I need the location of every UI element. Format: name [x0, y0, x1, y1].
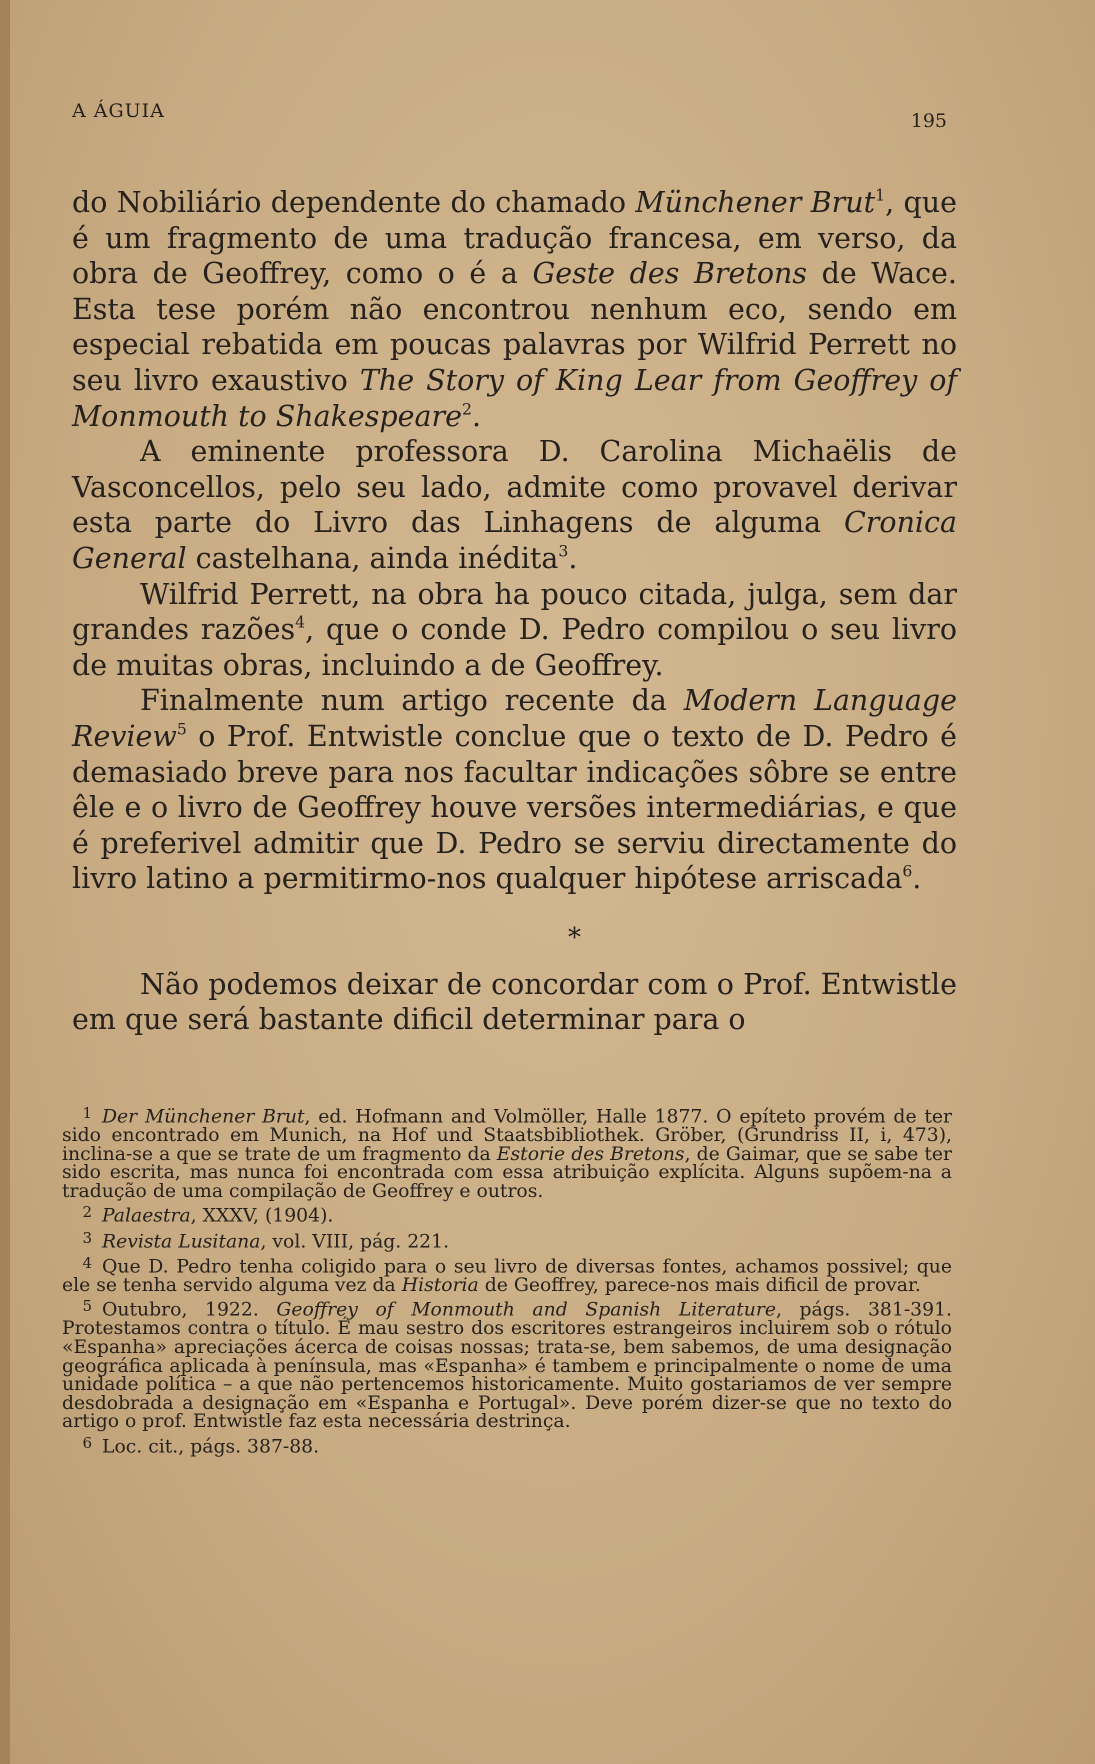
paragraph-3 — [72, 577, 957, 684]
text-run: Que D. Pedro tenha coligido para o seu livro de diversas fontes, achamos possivel; que ele se tenha servido alguma vez da — [62, 1256, 952, 1296]
italic-title: Revista Lusitana — [102, 1231, 261, 1253]
footnote-ref-5: 5 — [176, 719, 187, 739]
text-run: . — [471, 399, 482, 433]
page-header — [72, 100, 945, 134]
text-run: , que o conde D. Pedro compilou o seu livro de muitas obras, incluindo a de Geoffrey. — [72, 613, 957, 682]
main-text — [72, 185, 957, 1038]
italic-title: Palaestra — [102, 1205, 191, 1227]
footnote-number: 2 — [82, 1203, 92, 1222]
text-run: Finalmente num artigo recente da — [140, 684, 684, 718]
footnote-ref-2: 2 — [462, 398, 472, 418]
footnote-ref-6: 6 — [902, 861, 913, 881]
italic-title: Modern Language Review — [72, 684, 957, 753]
text-run: Outubro, 1922. — [102, 1299, 277, 1321]
paragraph-2 — [72, 434, 957, 576]
text-run: , ed. Hofmann and Volmöller, Halle 1877. O epíteto provém de ter sido encontrado em Munich, na Hof und Staatsbibliothek. Gröber, (Grundriss II, i, 473), inclina-se a que se trate de um fragmento da — [62, 1106, 953, 1165]
footnotes — [62, 1104, 952, 1459]
text-run: . — [912, 862, 922, 896]
text-run: , que é um fragmento de uma tradução francesa, em verso, da obra de Geoffrey, como o é a — [72, 186, 957, 291]
text-run: , XXXV, (1904). — [190, 1205, 334, 1227]
italic-title: Der Münchener Brut — [102, 1106, 305, 1128]
paragraph-5 — [72, 967, 957, 1038]
text-run: , vol. VIII, pág. 221. — [260, 1231, 450, 1253]
italic-title: Geoffrey of Monmouth and Spanish Literature — [276, 1299, 776, 1321]
italic-title: The Story of King Lear from Geoffrey of Monmouth to Shakespeare — [72, 363, 957, 433]
italic-title: Geste des Bretons — [532, 257, 807, 291]
footnote-number: 5 — [82, 1297, 92, 1316]
text-run: . — [568, 541, 578, 575]
footnote-number: 3 — [82, 1228, 92, 1247]
text-run: A eminente professora D. Carolina Michaëlis de Vasconcellos, pelo seu lado, admite como provavel derivar esta parte do Livro das Linhagens de alguma — [72, 435, 957, 540]
text-run: do Nobiliário dependente do chamado — [72, 186, 636, 219]
footnote-3 — [62, 1229, 952, 1252]
footnote-2 — [62, 1203, 952, 1226]
running-head: A ÁGUIA — [72, 100, 165, 122]
paragraph-1 — [72, 185, 957, 434]
text-run: o Prof. Entwistle conclue que o texto de D. Pedro é demasiado breve para nos facultar indicações sôbre se entre êle e o livro de Geoffrey houve versões intermediárias, e que é preferivel admitir que D. Pedro se serviu directamente do livro latino a permitirmo-nos qualquer hipótese arriscada — [72, 719, 957, 896]
footnote-number: 6 — [82, 1434, 92, 1452]
italic-title: Historia — [401, 1274, 479, 1296]
text-run: castelhana, ainda inédita — [186, 541, 559, 575]
text-run: Wilfrid Perrett, na obra ha pouco citada, julga, sem dar grandes razões — [72, 577, 957, 647]
footnote-1 — [62, 1104, 952, 1201]
footnote-number: 4 — [82, 1253, 92, 1272]
text-run: , págs. 381-391. Protestamos contra o título. É mau sestro dos escritores estrangeiros incluirem sob o rótulo «Espanha» apreciações ácerca de coisas nossas; trata-se, bem sabemos, de uma designação geográfica aplicada à península, mas «Espanha» é tambem e principalmente o nome de uma unidade política – a que não pertencemos historicamente. Muito gostariamos de ver sempre desdobrada a designação em «Espanha e Portugal». Deve porém dizer-se que no texto do artigo o prof. Entwistle faz esta necessária destrinça. — [62, 1299, 952, 1433]
paragraph-4 — [72, 683, 957, 897]
footnote-number: 1 — [82, 1104, 92, 1122]
footnote-6 — [62, 1434, 952, 1457]
italic-title: Münchener Brut — [635, 186, 876, 219]
italic-title: Cronica General — [72, 506, 957, 575]
text-run: de Wace. Esta tese porém não encontrou nenhum eco, sendo em especial rebatida em poucas palavras por Wilfrid Perrett no seu livro exaustivo — [72, 257, 957, 397]
footnote-4 — [62, 1254, 952, 1296]
page-number: 195 — [910, 110, 947, 132]
footnote-ref-1: 1 — [875, 185, 886, 205]
footnote-5 — [62, 1297, 952, 1432]
footnote-ref-3: 3 — [558, 541, 569, 561]
text-run: de Geoffrey, parece-nos mais dificil de provar. — [478, 1274, 921, 1296]
text-run: , de Gaimar, que se sabe ter sido escrita, mas nunca foi encontrada com essa atribuição explícita. Alguns supõem-na a tradução de uma compilação de Geoffrey e outros. — [62, 1143, 952, 1202]
italic-title: Estorie des Bretons — [496, 1143, 685, 1165]
text-run: Loc. cit., págs. 387-88. — [102, 1436, 320, 1458]
text-run: Não podemos deixar de concordar com o Prof. Entwistle em que será bastante dificil determinar para o — [72, 967, 957, 1037]
section-separator: * — [568, 922, 581, 953]
footnote-ref-4: 4 — [295, 612, 306, 632]
